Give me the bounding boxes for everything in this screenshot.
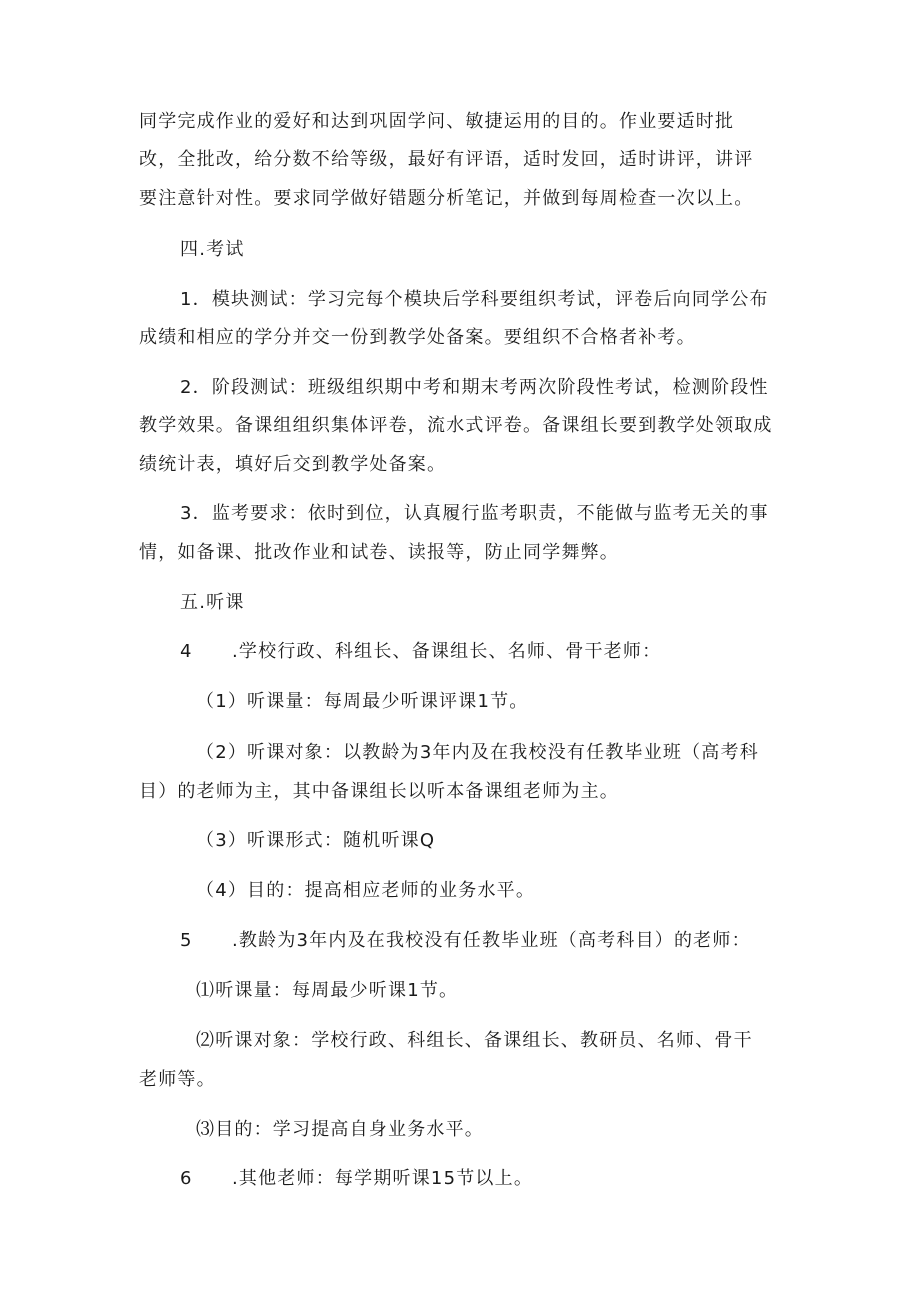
section-heading-exam: 四.考试 [180,239,245,260]
listen-item-5-sub-2-line-2: 老师等。 [139,1069,216,1090]
exam-item-1-line-2: 成绩和相应的学分并交一份到教学处备案。要组织不合格者补考。 [139,327,696,348]
list-item-text: .教龄为3年内及在我校没有任教毕业班（高考科目）的老师： [232,930,751,951]
listen-item-4-sub-2-line-1: （2）听课对象：以教龄为3年内及在我校没有任教毕业班（高考科 [196,742,759,763]
listen-item-4-sub-4: （4）目的：提高相应老师的业务水平。 [196,880,536,901]
list-item-text: .学校行政、科组长、备课组长、名师、骨干老师： [232,641,662,662]
list-number: 4 [180,641,193,662]
exam-item-2-line-3: 绩统计表，填好后交到教学处备案。 [139,454,447,475]
exam-item-3-line-1: 3．监考要求：依时到位，认真履行监考职责，不能做与监考无关的事 [180,503,769,524]
list-item-text: .其他老师：每学期听课15节以上。 [232,1168,534,1189]
exam-item-2-line-1: 2．阶段测试：班级组织期中考和期末考两次阶段性考试，检测阶段性 [180,377,769,398]
listen-item-4 [180,640,661,664]
listen-item-4-sub-1: （1）听课量：每周最少听课评课1节。 [196,691,529,712]
list-number: 5 [180,930,193,951]
listen-item-5-sub-3: ⑶目的：学习提高自身业务水平。 [196,1119,484,1140]
homework-para-line-1: 同学完成作业的爱好和达到巩固学问、敏捷运用的目的。作业要适时批 [139,111,735,132]
listen-item-5-sub-1: ⑴听课量：每周最少听课1节。 [196,980,459,1001]
exam-item-3-line-2: 情，如备课、批改作业和试卷、读报等，防止同学舞弊。 [139,542,619,563]
list-number: 6 [180,1168,193,1189]
exam-item-2-line-2: 教学效果。备课组组织集体评卷，流水式评卷。备课组长要到教学处领取成 [139,415,773,436]
section-heading-listen: 五.听课 [180,592,245,613]
exam-item-1-line-1: 1．模块测试：学习完每个模块后学科要组织考试，评卷后向同学公布 [180,289,769,310]
homework-para-line-3: 要注意针对性。要求同学做好错题分析笔记，并做到每周检查一次以上。 [139,188,754,209]
listen-item-4-sub-3: （3）听课形式：随机听课Q [196,830,436,851]
listen-item-4-sub-2-line-2: 目）的老师为主，其中备课组长以听本备课组老师为主。 [139,781,619,802]
listen-item-6 [180,1167,533,1191]
listen-item-5 [180,929,751,953]
listen-item-5-sub-2-line-1: ⑵听课对象：学校行政、科组长、备课组长、教研员、名师、骨干 [196,1030,753,1051]
homework-para-line-2: 改，全批改，给分数不给等级，最好有评语，适时发回，适时讲评，讲评 [139,149,754,170]
